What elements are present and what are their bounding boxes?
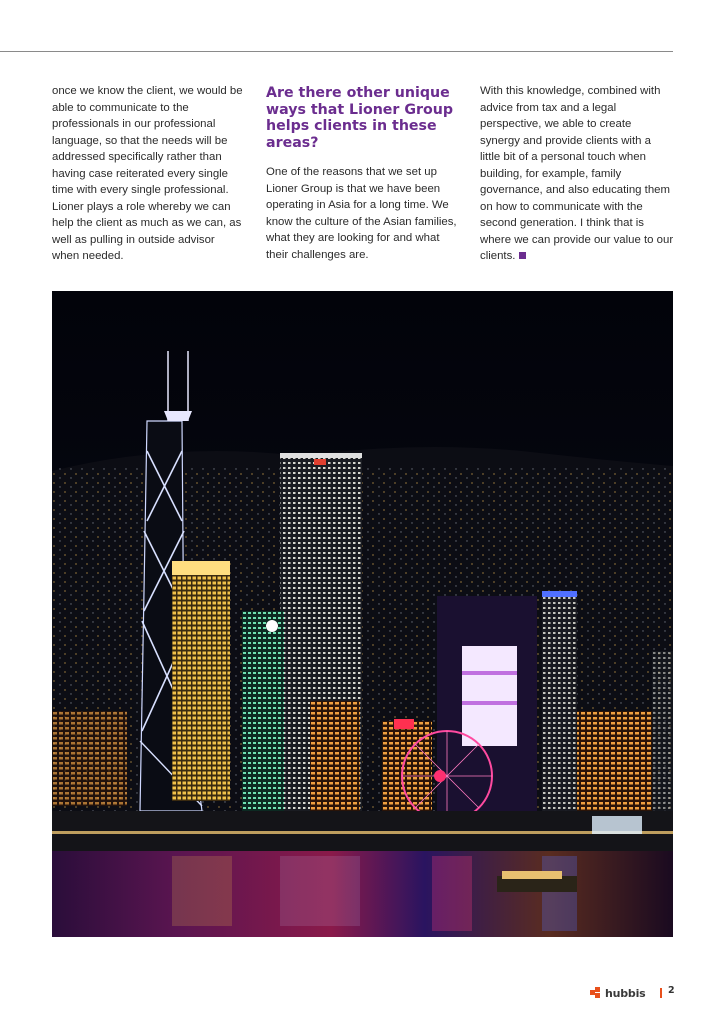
article-column-1 [52, 83, 244, 265]
body-paragraph: With this knowledge, combined with advice from tax and a legal perspective, we able to create synergy and provide clients with a little bit of a personal touch when building, for example, family governance, and also educating them on how to communicate with the second generation. I think that is where we can provide our value to our clients. [480, 85, 674, 262]
brand-name: hubbis [605, 986, 646, 1000]
hubbis-logo-icon [590, 987, 602, 999]
skyline-photo [52, 291, 673, 937]
page-footer [560, 984, 680, 1002]
article-column-3 [480, 83, 674, 265]
hubbis-logo [590, 984, 646, 1002]
body-paragraph: One of the reasons that we set up Lioner Group is that we have been operating in Asia for a long time. We know the culture of the Asian families, what they are looking for and what their challenges are. [266, 166, 457, 261]
article-column-2 [266, 83, 458, 263]
footer-separator [660, 988, 662, 998]
end-of-article-mark [519, 252, 526, 259]
body-paragraph: once we know the client, we would be able to communicate to the professionals in our professional language, so that the needs will be addressed specifically rather than having case reiterated every single time with every single professional. Lioner plays a role whereby we can help the client as much as we can, as well as pulling in outside advisor when needed. [52, 85, 243, 262]
page-number: 2 [668, 985, 675, 996]
section-heading: Are there other unique ways that Lioner Group helps clients in these areas? [266, 85, 454, 151]
header-rule [0, 51, 673, 52]
